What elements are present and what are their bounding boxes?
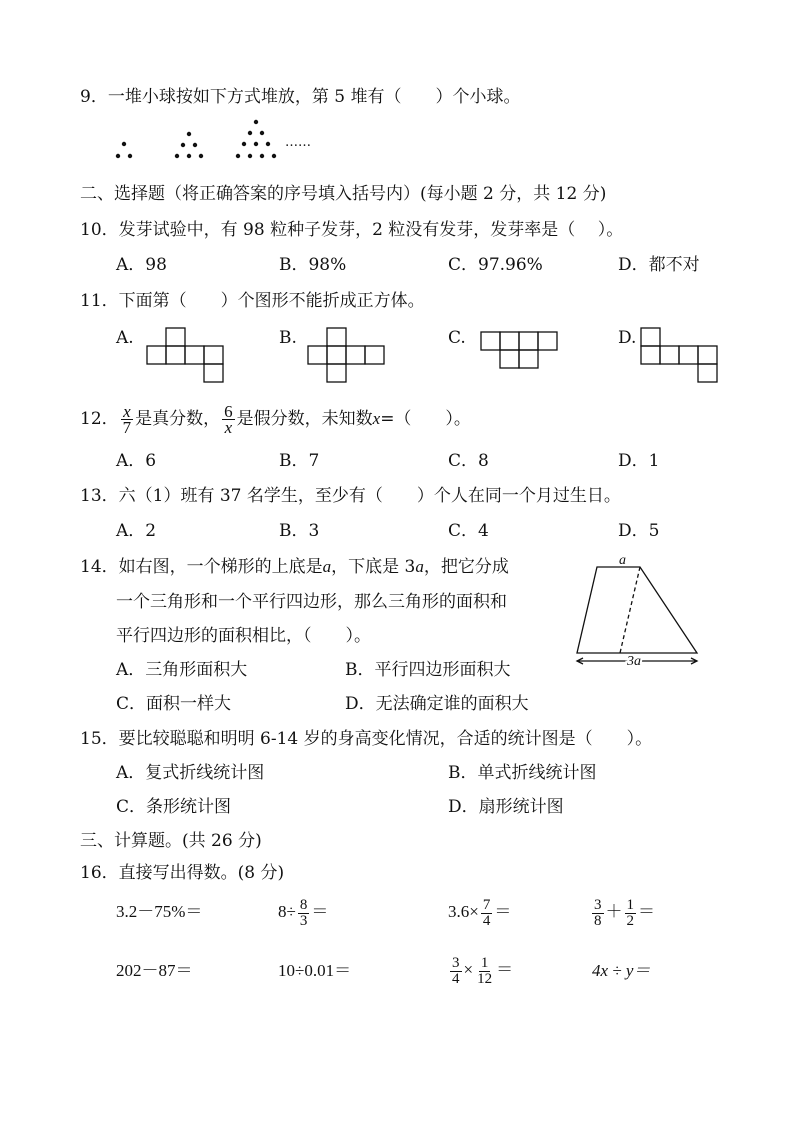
- calc-expr-6: 10÷0.01＝: [278, 961, 352, 980]
- q10-option-d: D．都不对: [618, 255, 700, 275]
- q15-option-c: C．条形统计图: [116, 797, 232, 817]
- q14-line2: 一个三角形和一个平行四边形，那么三角形的面积和: [116, 592, 507, 612]
- q9-stem: 9．一堆小球按如下方式堆放，第 5 堆有（ ）个小球。: [80, 87, 521, 107]
- calc-expr-2: 8÷ $\frac{8}{3}$ ＝: [278, 896, 329, 929]
- q15-stem: 15．要比较聪聪和明明 6-14 岁的身高变化情况，合适的统计图是（ ）。: [80, 729, 653, 749]
- calc-expr-3: 3.6× $\frac{7}{4}$ ＝: [448, 896, 512, 929]
- q12-stem: 12． $\frac{x}{7}$ 是真分数， $\frac{6}{x}$ 是假分数，未知数x=（ ）。: [80, 402, 471, 437]
- q10-stem: 10．发芽试验中，有 98 粒种子发芽，2 粒没有发芽，发芽率是（ ）。: [80, 220, 624, 240]
- q12-option-a: A．6: [116, 451, 157, 471]
- trapezoid-bottom-label: 3a: [627, 654, 641, 669]
- trapezoid-figure: [575, 553, 705, 668]
- q15-option-a: A．复式折线统计图: [116, 763, 265, 783]
- q14-option-d: D．无法确定谁的面积大: [345, 694, 529, 714]
- q14-option-c: C．面积一样大: [116, 694, 232, 714]
- q10-option-b: B．98%: [279, 255, 347, 275]
- q11-stem: 11．下面第（ ）个图形不能折成正方体。: [80, 291, 425, 311]
- cube-net-a: [146, 326, 236, 386]
- q12-option-b: B．7: [279, 451, 320, 471]
- section3-title: 三、计算题。(共 26 分): [80, 831, 262, 851]
- q13-stem: 13．六（1）班有 37 名学生，至少有（ ）个人在同一个月过生日。: [80, 486, 621, 506]
- q14-option-a: A．三角形面积大: [116, 660, 248, 680]
- ball-piles-figure: [110, 112, 430, 162]
- q11-option-c: C.: [448, 328, 466, 348]
- calc-expr-5: 202－87＝: [116, 961, 193, 980]
- q13-option-a: A．2: [116, 521, 157, 541]
- section2-title: 二、选择题（将正确答案的序号填入括号内）(每小题 2 分，共 12 分): [80, 184, 607, 204]
- q11-option-b: B.: [279, 328, 297, 348]
- calc-expr-7: $\frac{3}{4}$ × $\frac{1}{12}$ ＝: [452, 954, 514, 987]
- q14-line1: 14．如右图，一个梯形的上底是a，下底是 3a，把它分成: [80, 557, 509, 577]
- q15-option-d: D．扇形统计图: [448, 797, 564, 817]
- q13-option-d: D．5: [618, 521, 660, 541]
- q11-option-a: A.: [116, 328, 134, 348]
- q10-option-a: A．98: [116, 255, 167, 275]
- q13-option-b: B．3: [279, 521, 320, 541]
- ellipsis-more: ……: [285, 135, 311, 150]
- q11-option-d: D.: [618, 328, 637, 348]
- cube-net-b: [307, 326, 397, 386]
- calc-expr-1: 3.2－75%＝: [116, 902, 203, 921]
- cube-net-d: [640, 326, 730, 386]
- q14-option-b: B．平行四边形面积大: [345, 660, 511, 680]
- q14-line3: 平行四边形的面积相比，（ ）。: [116, 626, 371, 646]
- q12-option-d: D．1: [618, 451, 660, 471]
- q12-option-c: C．8: [448, 451, 489, 471]
- calc-expr-4: $\frac{3}{8}$ ＋ $\frac{1}{2}$ ＝: [594, 896, 655, 929]
- calc-expr-8: 4x ÷ y＝: [592, 961, 651, 980]
- q16-stem: 16．直接写出得数。(8 分): [80, 863, 285, 883]
- q15-option-b: B．单式折线统计图: [448, 763, 597, 783]
- q13-option-c: C．4: [448, 521, 489, 541]
- trapezoid-top-label: a: [619, 553, 626, 568]
- cube-net-c: [480, 326, 570, 386]
- q10-option-c: C．97.96%: [448, 255, 543, 275]
